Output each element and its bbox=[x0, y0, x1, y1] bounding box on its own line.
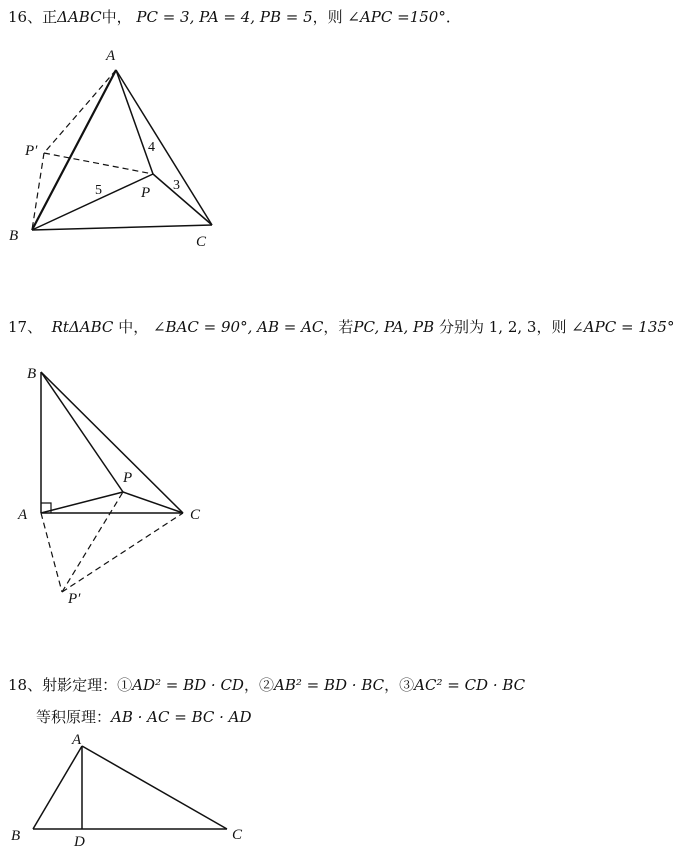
segment-pb-length: 5 bbox=[95, 183, 102, 198]
label-p: P bbox=[141, 185, 151, 201]
problem16-number: 16、 bbox=[8, 8, 43, 26]
area-title: 等积原理： bbox=[36, 708, 112, 726]
label-b: B bbox=[9, 228, 19, 244]
problem17-mid: 中， bbox=[118, 318, 149, 336]
area-formula: AB · AC = BC · AD bbox=[111, 708, 252, 726]
problem16-end: ． bbox=[445, 8, 461, 26]
segment-pc-length: 3 bbox=[173, 178, 180, 193]
segment-pa-length: 4 bbox=[148, 140, 155, 155]
problem17-segments: PC, PA, PB bbox=[353, 318, 435, 336]
problem17-result: ∠APC = 135° bbox=[571, 318, 674, 336]
problem16-triangle: ΔABC bbox=[57, 8, 102, 26]
label-c: C bbox=[232, 827, 243, 843]
problem17-triangle: RtΔABC bbox=[51, 318, 114, 336]
label-p-prime: P′ bbox=[68, 591, 81, 607]
label-b: B bbox=[27, 366, 37, 382]
problem16-result: ∠APC =150° bbox=[347, 8, 446, 26]
problem16-mid: 中， bbox=[101, 8, 132, 26]
problem16-prefix: 正 bbox=[42, 8, 58, 26]
label-b: B bbox=[11, 828, 21, 844]
problem16-then: ，则 bbox=[312, 8, 343, 26]
item1-formula: AD² = BD · CD bbox=[132, 676, 244, 694]
label-a: A bbox=[106, 48, 116, 64]
problem18-number: 18、 bbox=[8, 676, 43, 694]
label-d: D bbox=[74, 834, 85, 850]
segment-ac bbox=[82, 746, 227, 829]
problem17-text1: ，若 bbox=[323, 318, 354, 336]
item3-mark: ③ bbox=[399, 676, 415, 694]
problem17-conditions: ∠BAC = 90°, AB = AC bbox=[152, 318, 324, 336]
item2-formula: AB² = BD · BC bbox=[274, 676, 385, 694]
label-p: P bbox=[123, 470, 133, 486]
label-a: A bbox=[72, 732, 82, 748]
item3-formula: AC² = CD · BC bbox=[414, 676, 526, 694]
segment-ab bbox=[33, 746, 82, 829]
problem18-title: 射影定理： bbox=[42, 676, 118, 694]
problem17-number: 17、 bbox=[8, 318, 43, 336]
item2-mark: ② bbox=[258, 676, 274, 694]
separator-2: ， bbox=[384, 676, 400, 694]
problem17-text2: 分别为 1, 2, 3，则 bbox=[438, 318, 567, 336]
label-c: C bbox=[196, 234, 207, 250]
problem16-conditions: PC = 3, PA = 4, PB = 5 bbox=[136, 8, 313, 26]
item1-mark: ① bbox=[117, 676, 133, 694]
label-p-prime: P′ bbox=[25, 143, 38, 159]
label-a: A bbox=[18, 507, 28, 523]
separator-1: ， bbox=[243, 676, 259, 694]
label-c: C bbox=[190, 507, 201, 523]
